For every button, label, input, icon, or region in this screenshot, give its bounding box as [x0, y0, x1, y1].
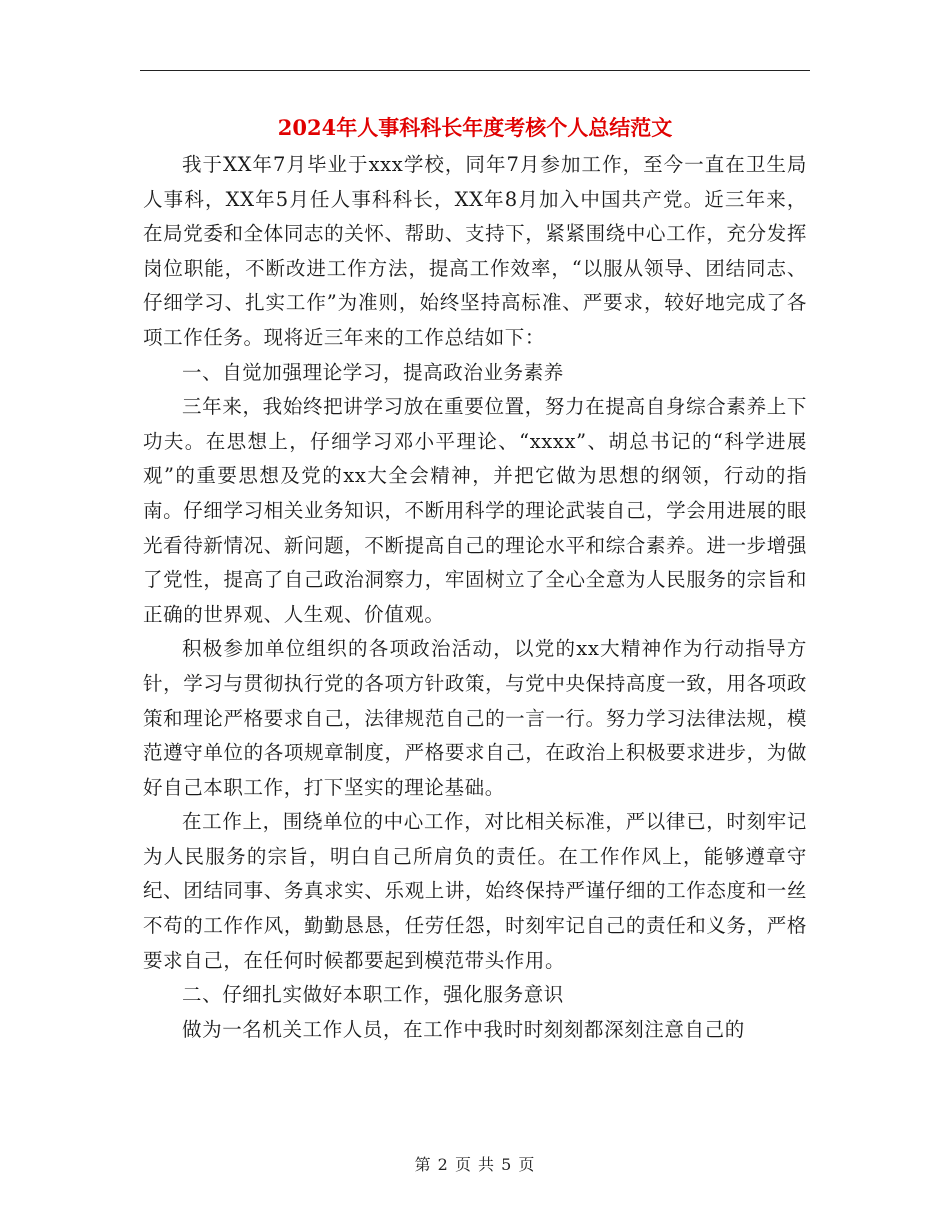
paragraph-duty: 做为一名机关工作人员，在工作中我时时刻刻都深刻注意自己的: [182, 1017, 745, 1041]
paragraph-study: 三年来，我始终把讲学习放在重要位置，努力在提高自身综合素养上下功夫。在思想上，仔细学习邓小平理论、“xxxx”、胡总书记的“科学进展观”的重要思想及党的xx大全会精神，并把它做为思想的纲领，行动的指南。仔细学习相关业务知识，不断用科学的理论武装自己，学会用进展的眼光看待新情况、新问题，不断提高自己的理论水平和综合素养。进一步增强了党性，提高了自己政治洞察力，牢固树立了全心全意为人民服务的宗旨和正确的世界观、人生观、价值观。: [143, 395, 807, 626]
document-title: 2024年人事科科长年度考核个人总结范文: [277, 115, 673, 140]
paragraph-work-style: 在工作上，围绕单位的中心工作，对比相关标准，严以律已，时刻牢记为人民服务的宗旨，明白自己所肩负的责任。在工作作风上，能够遵章守纪、团结同事、务真求实、乐观上讲，始终保持严谨仔细的工作态度和一丝不苟的工作作风，勤勤恳恳，任劳任怨，时刻牢记自己的责任和义务，严格要求自己，在任何时候都要起到模范带头作用。: [143, 810, 807, 972]
document-body: [143, 148, 807, 1047]
header-rule: [140, 70, 810, 71]
paragraph-intro: 我于XX年7月毕业于xxx学校，同年7月参加工作，至今一直在卫生局人事科，XX年5月任人事科科长，XX年8月加入中国共产党。近三年来，在局党委和全体同志的关怀、帮助、支持下，紧紧围绕中心工作，充分发挥岗位职能，不断改进工作方法，提高工作效率，“以服从领导、团结同志、仔细学习、扎实工作”为准则，始终坚持高标准、严要求，较好地完成了各项工作任务。现将近三年来的工作总结如下：: [143, 153, 807, 349]
page-number-footer: 第 2 页 共 5 页: [414, 1155, 536, 1174]
paragraph-political-activities: 积极参加单位组织的各项政治活动，以党的xx大精神作为行动指导方针，学习与贯彻执行党的各项方针政策，与党中央保持高度一致，用各项政策和理论严格要求自己，法律规范自己的一言一行。努力学习法律法规，模范遵守单位的各项规章制度，严格要求自己，在政治上积极要求进步，为做好自己本职工作，打下坚实的理论基础。: [143, 637, 807, 799]
section-heading-2: 二、仔细扎实做好本职工作，强化服务意识: [182, 983, 564, 1007]
section-heading-1: 一、自觉加强理论学习，提高政治业务素养: [182, 360, 564, 384]
